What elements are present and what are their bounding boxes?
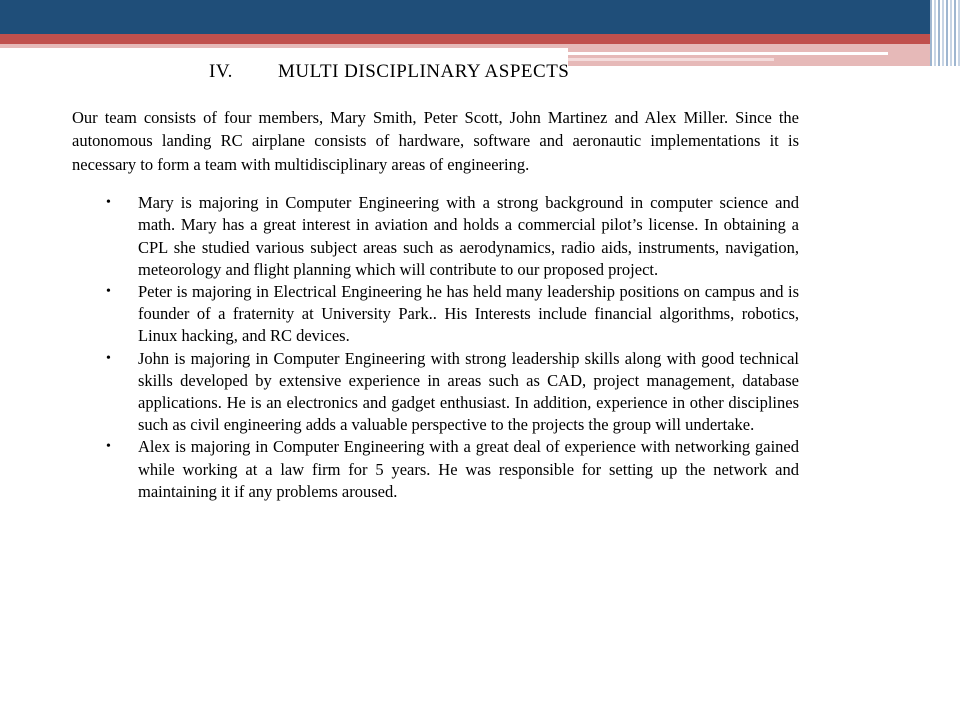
list-item-text: Mary is majoring in Computer Engineering with a strong background in computer science and math. Mary has a great interest in aviation and holds a commercial pilot’s license. In obtaining a CPL she studied various subject areas such as aerodynamics, radio aids, instruments, navigation, meteorology and flight planning which will contribute to our proposed project. xyxy=(138,193,799,279)
section-heading xyxy=(209,60,799,84)
header-edge-stripes xyxy=(930,0,960,66)
list-item-peter xyxy=(72,281,799,348)
list-item-text: Peter is majoring in Electrical Engineering he has held many leadership positions on campus and is founder of a fraternity at University Park.. His Interests include financial algorithms, robotics, Linux hacking, and RC devices. xyxy=(138,282,799,346)
list-item-john xyxy=(72,348,799,437)
header-red-bar xyxy=(0,34,930,44)
header-blue-bar xyxy=(0,0,930,34)
list-item-alex xyxy=(72,436,799,503)
list-item-mary xyxy=(72,192,799,281)
list-item-text: John is majoring in Computer Engineering with strong leadership skills along with good technical skills developed by extensive experience in areas such as CAD, project management, database applications. He is an electronics and gadget enthusiast. In addition, experience in other disciplines such as civil engineering adds a valuable perspective to the projects the group will undertake. xyxy=(138,348,799,435)
header-white-line xyxy=(568,52,888,55)
bullet-icon: • xyxy=(106,195,111,211)
member-list xyxy=(72,192,799,503)
bullet-icon: • xyxy=(106,350,111,366)
section-number: IV. xyxy=(209,61,233,82)
bullet-icon: • xyxy=(106,439,111,455)
list-item-text: Alex is majoring in Computer Engineering with a great deal of experience with networking gained while working at a law firm for 5 years. He was responsible for setting up the network and maintaining it if any problems aroused. xyxy=(138,437,799,501)
document-body xyxy=(72,60,799,503)
bullet-icon: • xyxy=(106,284,111,300)
intro-paragraph: Our team consists of four members, Mary Smith, Peter Scott, John Martinez and Alex Miller. Since the autonomous landing RC airplane consists of hardware, software and aeronautic implementations it is necessary to form a team with multidisciplinary areas of engineering. xyxy=(72,108,799,174)
section-title: MULTI DISCIPLINARY ASPECTS xyxy=(278,61,570,82)
header-pink-strip-left xyxy=(0,44,568,48)
